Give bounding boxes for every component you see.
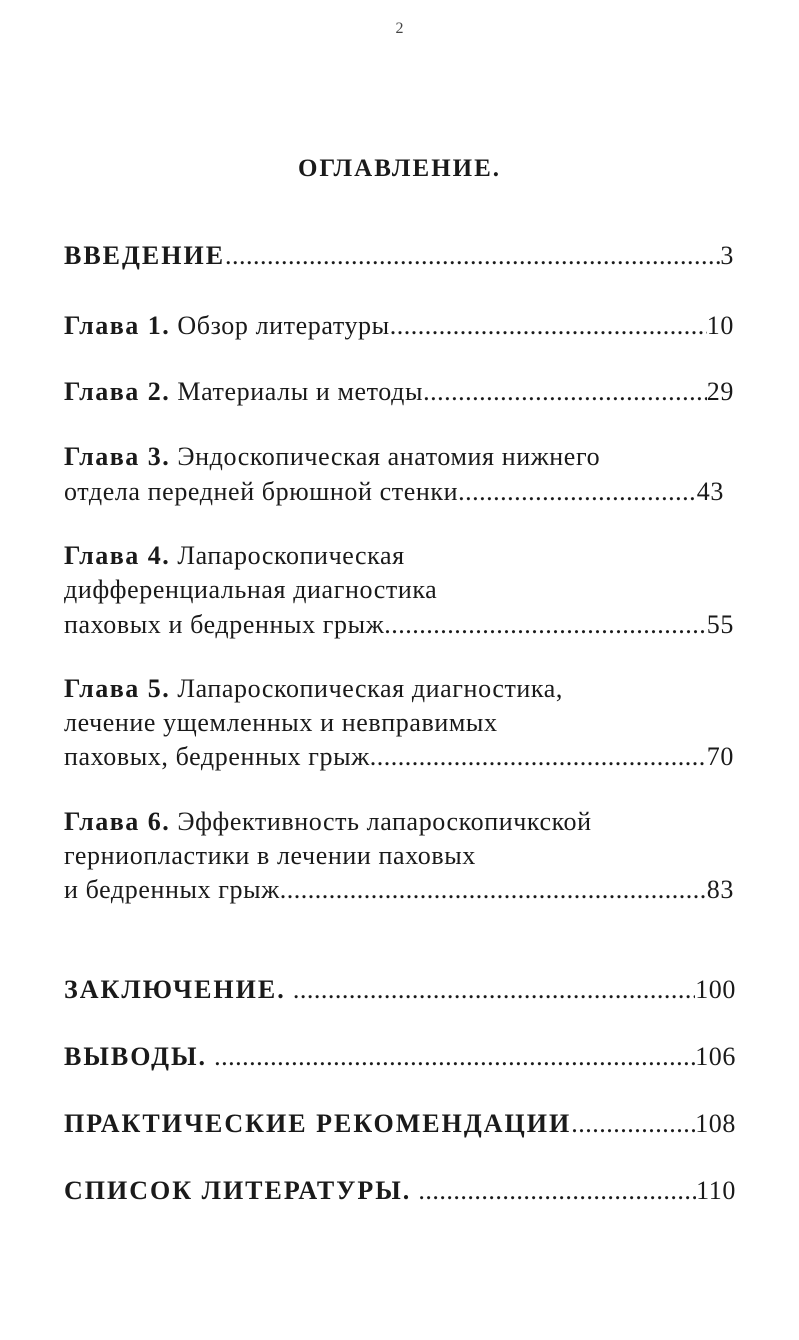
- toc-entry-intro[interactable]: [64, 240, 734, 272]
- chapter-label: Глава 5.: [64, 674, 171, 703]
- dot-leader: [214, 1041, 695, 1073]
- toc-page-number: 108: [695, 1109, 736, 1138]
- toc-entry-chapter-6-line-1[interactable]: [64, 806, 592, 838]
- toc-entry-chapter-3-line-1[interactable]: [64, 441, 600, 473]
- toc-page-number: 55: [706, 610, 734, 639]
- toc-entry-chapter-4-line-1[interactable]: [64, 540, 405, 572]
- toc-page-number: 110: [696, 1176, 736, 1205]
- toc-entry-chapter-2[interactable]: [64, 376, 734, 408]
- dot-leader: [458, 476, 697, 508]
- chapter-label: Глава 1.: [64, 311, 171, 340]
- chapter-title: Лапароскопическая диагностика,: [177, 674, 564, 703]
- page-title: ОГЛАВЛЕНИЕ.: [297, 155, 502, 182]
- chapter-title: и бедренных грыж: [64, 875, 280, 904]
- toc-entry-label: ЗАКЛЮЧЕНИЕ.: [64, 975, 286, 1004]
- toc-entry-label: СПИСОК ЛИТЕРАТУРЫ.: [64, 1176, 412, 1205]
- toc-entry-references[interactable]: [64, 1175, 736, 1207]
- toc-page-number: 43: [696, 477, 724, 506]
- toc-entry-chapter-5-line-1[interactable]: [64, 673, 563, 705]
- toc-entry-label: ВЫВОДЫ.: [64, 1042, 208, 1071]
- dot-leader: [225, 240, 720, 272]
- chapter-label: Глава 3.: [64, 442, 171, 471]
- chapter-title: лечение ущемленных и невправимых: [64, 708, 498, 737]
- toc-page-number: 83: [706, 875, 734, 904]
- dot-leader: [280, 874, 707, 906]
- toc-entry-findings[interactable]: [64, 1041, 736, 1073]
- toc-entry-chapter-4-line-2: [64, 574, 437, 606]
- chapter-title: паховых, бедренных грыж: [64, 742, 370, 771]
- toc-page-number: 3: [720, 241, 734, 270]
- toc-entry-chapter-6-line-3[interactable]: [64, 874, 734, 906]
- dot-leader: [571, 1108, 695, 1140]
- toc-entry-chapter-4-line-3[interactable]: [64, 609, 734, 641]
- chapter-title: дифференциальная диагностика: [64, 575, 438, 604]
- toc-page-number: 29: [706, 377, 734, 406]
- toc-entry-chapter-1[interactable]: [64, 310, 734, 342]
- toc-entry-chapter-5-line-3[interactable]: [64, 741, 734, 773]
- toc-page-number: 100: [695, 975, 736, 1004]
- chapter-label: Глава 2.: [64, 377, 171, 406]
- chapter-title: герниопластики в лечении паховых: [64, 841, 476, 870]
- toc-entry-chapter-3-line-2[interactable]: [64, 476, 724, 508]
- chapter-title: Лапароскопическая: [177, 541, 405, 570]
- dot-leader: [384, 609, 707, 641]
- dot-leader: [418, 1175, 696, 1207]
- chapter-title: паховых и бедренных грыж: [64, 610, 385, 639]
- chapter-label: Глава 4.: [64, 541, 171, 570]
- page-number: 2: [395, 20, 404, 37]
- chapter-title: отдела передней брюшной стенки: [64, 477, 459, 506]
- chapter-title: Эффективность лапароскопичкской: [177, 807, 592, 836]
- dot-leader: [423, 376, 707, 408]
- chapter-label: Глава 6.: [64, 807, 171, 836]
- toc-entry-chapter-6-line-2: [64, 840, 476, 872]
- toc-page-number: 10: [706, 311, 734, 340]
- toc-entry-conclusion[interactable]: [64, 974, 736, 1006]
- chapter-title: Материалы и методы: [177, 377, 424, 406]
- chapter-title: Эндоскопическая анатомия нижнего: [177, 442, 601, 471]
- toc-entry-recommendations[interactable]: [64, 1108, 736, 1140]
- dot-leader: [293, 974, 695, 1006]
- chapter-title: Обзор литературы: [177, 311, 390, 340]
- toc-entry-label: ВВЕДЕНИЕ: [64, 241, 226, 270]
- toc-page-number: 106: [695, 1042, 736, 1071]
- toc-page-number: 70: [706, 742, 734, 771]
- toc-entry-chapter-5-line-2: [64, 707, 498, 739]
- dot-leader: [390, 310, 707, 342]
- dot-leader: [370, 741, 707, 773]
- toc-entry-label: ПРАКТИЧЕСКИЕ РЕКОМЕНДАЦИИ: [64, 1109, 572, 1138]
